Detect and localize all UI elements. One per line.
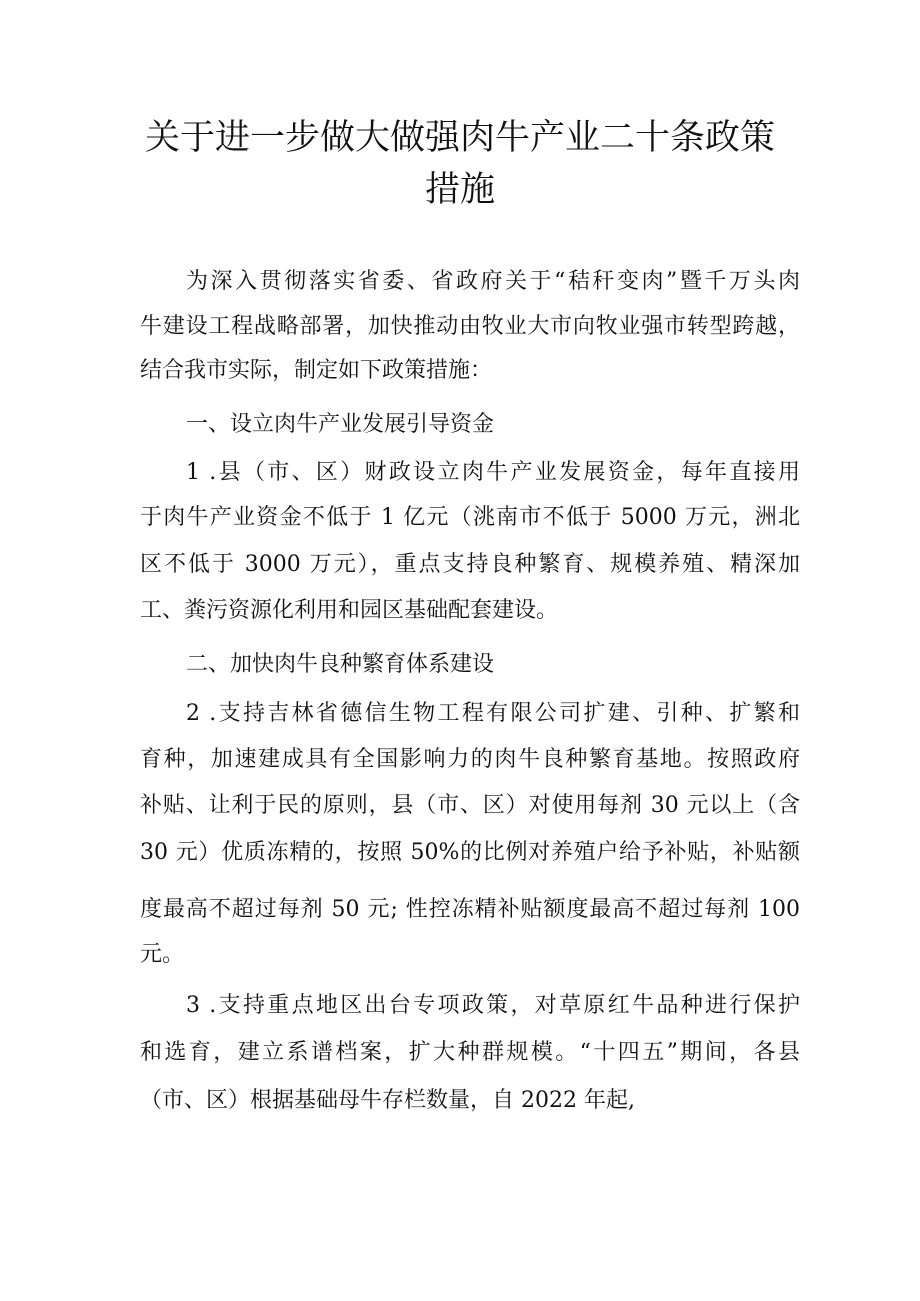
- item1-line-2: 于肉牛产业资金不低于 1 亿元（洮南市不低于 5000 万元，洲北: [140, 505, 800, 530]
- item2-line-3: 补贴、让利于民的原则，县（市、区）对使用每剂 30 元以上（含: [140, 793, 800, 818]
- document-title-line2: 措施: [424, 170, 495, 210]
- item1-line-3: 区不低于 3000 万元），重点支持良种繁育、规模养殖、精深加: [140, 552, 800, 577]
- item3-line-2: 和选育，建立系谱档案，扩大种群规模。“十四五”期间，各县: [140, 1040, 800, 1065]
- item2-line-4: 30 元）优质冻精的，按照 50%的比例对养殖户给予补贴，补贴额: [140, 840, 800, 865]
- item2-line-2: 育种，加速建成具有全国影响力的肉牛良种繁育基地。按照政府: [140, 747, 800, 772]
- section-heading-2: 二、加快肉牛良种繁育体系建设: [186, 652, 495, 677]
- item2-line-6: 元。: [140, 942, 185, 967]
- item1-line-4: 工、粪污资源化利用和园区基础配套建设。: [140, 598, 559, 623]
- item3-line-1: 3 .支持重点地区出台专项政策，对草原红牛品种进行保护: [186, 993, 800, 1018]
- section-heading-1: 一、设立肉牛产业发展引导资金: [186, 412, 495, 437]
- item3-line-3: （市、区）根据基础母牛存栏数量，自 2022 年起,: [140, 1088, 635, 1113]
- item2-line-5: 度最高不超过每剂 50 元; 性控冻精补贴额度最高不超过每剂 100: [140, 897, 800, 922]
- item2-line-1: 2 .支持吉林省德信生物工程有限公司扩建、引种、扩繁和: [186, 701, 800, 726]
- intro-line-3: 结合我市实际，制定如下政策措施：: [140, 358, 493, 383]
- intro-line-1: 为深入贯彻落实省委、省政府关于“秸秆变肉”暨千万头肉: [186, 269, 800, 294]
- intro-line-2: 牛建设工程战略部署，加快推动由牧业大市向牧业强市转型跨越，: [140, 314, 800, 339]
- document-title-line1: 关于进一步做大做强肉牛产业二十条政策: [144, 118, 775, 158]
- item1-line-1: 1 .县（市、区）财政设立肉牛产业发展资金，每年直接用: [186, 460, 800, 485]
